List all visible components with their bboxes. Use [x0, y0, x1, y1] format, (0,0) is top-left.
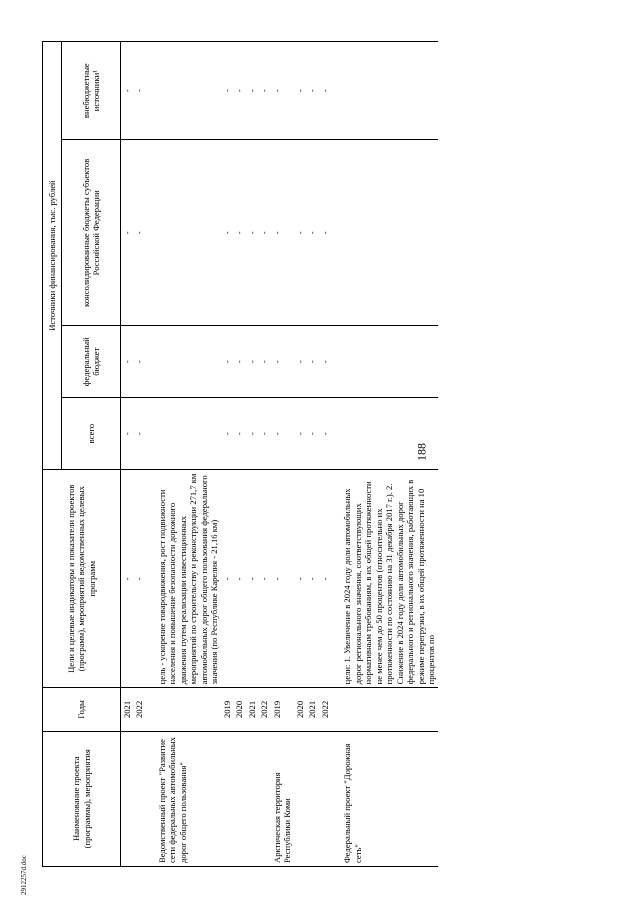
row-total: -	[133, 398, 145, 470]
table-row	[258, 42, 270, 867]
spacer-cell	[146, 731, 156, 866]
table-row	[156, 42, 221, 867]
row-total: -	[258, 398, 270, 470]
spacer-cell	[146, 688, 156, 731]
row-total: -	[246, 398, 258, 470]
row-extra: -	[271, 42, 294, 140]
rotated-table-page	[42, 41, 598, 867]
row-goal: -	[258, 470, 270, 688]
row-extra: -	[133, 42, 145, 140]
header-years: Годы	[43, 688, 121, 731]
row-extra: -	[221, 42, 233, 140]
page-number: 188	[414, 443, 429, 461]
spacer-cell	[331, 398, 341, 470]
row-total: -	[221, 398, 233, 470]
row-year: 2021	[121, 688, 134, 731]
row-goal: -	[233, 470, 245, 688]
table-row	[246, 42, 258, 867]
row-regional: -	[233, 140, 245, 326]
table-row	[319, 42, 331, 867]
row-federal: -	[271, 326, 294, 398]
row-total: -	[319, 398, 331, 470]
spacer-cell	[146, 470, 156, 688]
table-body	[121, 42, 438, 867]
spacer-cell	[146, 398, 156, 470]
row-regional: -	[319, 140, 331, 326]
row-year: 2020	[294, 688, 306, 731]
row-year: 2019	[221, 688, 233, 731]
row-total: -	[121, 398, 134, 470]
row-extra: -	[319, 42, 331, 140]
row-extra	[156, 42, 221, 140]
row-regional: -	[121, 140, 134, 326]
row-goal: -	[271, 470, 294, 688]
row-regional: -	[294, 140, 306, 326]
row-name	[133, 731, 145, 866]
row-year: 2022	[258, 688, 270, 731]
row-regional: -	[221, 140, 233, 326]
row-goal: цель - ускорение товародвижения, рост подвижности населения и повышение безопасности дорожного движения путем реализации инвестиционных мероприятий по строительству и реконструкции 271,7 км автомобильных дорог общего пользования федерального значения (по Республике Карелия - 21,16 км)	[156, 470, 221, 688]
row-extra: -	[246, 42, 258, 140]
table-row	[271, 42, 294, 867]
table-row	[306, 42, 318, 867]
spacer-cell	[331, 42, 341, 140]
spacer-cell	[331, 731, 341, 866]
table-row	[294, 42, 306, 867]
row-federal: -	[306, 326, 318, 398]
row-total	[156, 398, 221, 470]
row-regional: -	[133, 140, 145, 326]
row-name	[221, 731, 233, 866]
row-extra: -	[121, 42, 134, 140]
row-extra: -	[306, 42, 318, 140]
row-total: -	[294, 398, 306, 470]
row-goal: -	[121, 470, 134, 688]
row-federal: -	[294, 326, 306, 398]
row-year	[156, 688, 221, 731]
row-year: 2022	[319, 688, 331, 731]
row-name	[306, 731, 318, 866]
spacer-cell	[146, 326, 156, 398]
row-name	[121, 731, 134, 866]
header-name: Наименование проекта (программы), мероприятия	[43, 731, 121, 866]
row-regional: -	[258, 140, 270, 326]
row-federal: -	[121, 326, 134, 398]
header-federal: федеральный бюджет	[62, 326, 121, 398]
spacer-row	[146, 42, 156, 867]
row-name	[246, 731, 258, 866]
row-total: -	[233, 398, 245, 470]
table-row	[221, 42, 233, 867]
row-federal: -	[258, 326, 270, 398]
row-extra: -	[294, 42, 306, 140]
row-total	[341, 398, 437, 470]
row-name	[294, 731, 306, 866]
financing-table	[42, 41, 438, 867]
spacer-cell	[331, 326, 341, 398]
table-header	[43, 42, 121, 867]
row-goal: цели: 1. Увеличение в 2024 году доли автомобильных дорог регионального значения, соответствующих нормативным требованиям, в их общей протяженности не менее чем до 50 процентов (относительно их протяженности по состоянию на 31 декабря 2017 г.). 2. Снижение в 2024 году доли автомобильных дорог федерального и регионального значения, работающих в режиме перегрузки, в их общей протяженности на 10 процентов по	[341, 470, 437, 688]
spacer-row	[331, 42, 341, 867]
row-federal: -	[246, 326, 258, 398]
row-name	[319, 731, 331, 866]
row-regional	[341, 140, 437, 326]
row-federal	[156, 326, 221, 398]
table-row	[133, 42, 145, 867]
row-federal: -	[233, 326, 245, 398]
row-goal: -	[246, 470, 258, 688]
header-regional: консолидированные бюджеты субъектов Российской Федерации	[62, 140, 121, 326]
table-row	[233, 42, 245, 867]
header-total: всего	[62, 398, 121, 470]
header-extra: внебюджетные источники¹	[62, 42, 121, 140]
row-extra: -	[258, 42, 270, 140]
row-name: Ведомственный проект "Развитие сети федеральных автомобильных дорог общего пользования"	[156, 731, 221, 866]
header-sources: Источники финансирования, тыс. рублей	[43, 42, 62, 470]
row-name	[233, 731, 245, 866]
footer-filename: 2912257d.doc	[20, 855, 28, 895]
table-row	[121, 42, 134, 867]
row-regional: -	[271, 140, 294, 326]
spacer-cell	[331, 140, 341, 326]
header-goals: Цели и целевые индикаторы и показатели проектов (программ), мероприятий ведомственных целевых программ	[43, 470, 121, 688]
row-goal: -	[306, 470, 318, 688]
row-name	[258, 731, 270, 866]
row-year: 2019	[271, 688, 294, 731]
row-extra: -	[233, 42, 245, 140]
row-goal: -	[294, 470, 306, 688]
spacer-cell	[331, 470, 341, 688]
table-row	[341, 42, 437, 867]
row-name: Арктическая территория Республики Коми	[271, 731, 294, 866]
row-goal: -	[319, 470, 331, 688]
row-regional	[156, 140, 221, 326]
row-year: 2022	[133, 688, 145, 731]
row-federal: -	[319, 326, 331, 398]
row-total: -	[306, 398, 318, 470]
spacer-cell	[146, 42, 156, 140]
row-extra	[341, 42, 437, 140]
row-year: 2020	[233, 688, 245, 731]
row-year	[341, 688, 437, 731]
row-total: -	[271, 398, 294, 470]
spacer-cell	[331, 688, 341, 731]
row-year: 2021	[246, 688, 258, 731]
row-name: Федеральный проект "Дорожная сеть"	[341, 731, 437, 866]
row-regional: -	[306, 140, 318, 326]
row-year: 2021	[306, 688, 318, 731]
row-goal: -	[133, 470, 145, 688]
row-federal: -	[133, 326, 145, 398]
row-goal: -	[221, 470, 233, 688]
row-federal: -	[221, 326, 233, 398]
spacer-cell	[146, 140, 156, 326]
row-federal	[341, 326, 437, 398]
row-regional: -	[246, 140, 258, 326]
